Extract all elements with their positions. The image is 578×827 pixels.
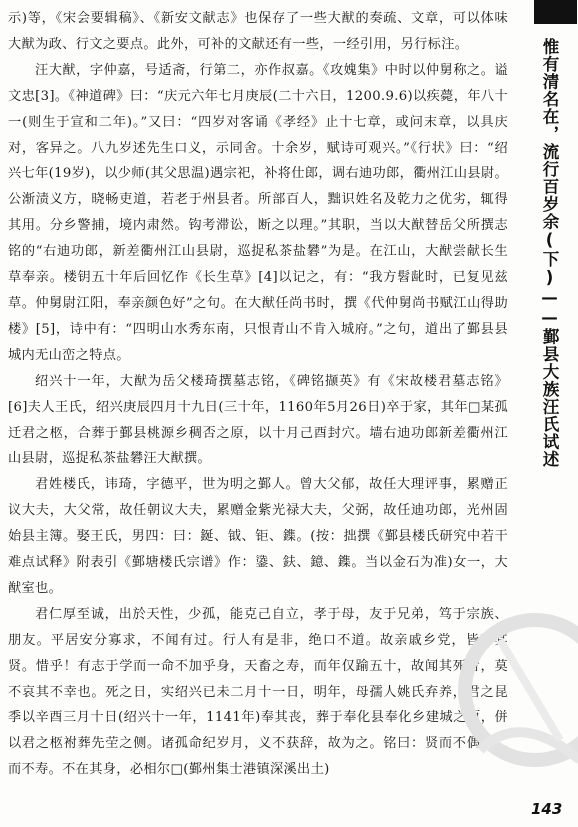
paragraph: 示)等，《宋会要辑稿》、《新安文献志》也保存了一些大猷的奏疏、文章，可以体味大猷为政、行文之要点。此外，可补的文献还有一些，一经引用，另行标注。 bbox=[8, 11, 508, 52]
header-tab-block bbox=[534, 0, 577, 24]
paragraph: 君仁厚至诚，出於天性，少孤，能克己自立，孝于母，友于兄弟，笃于宗族、朋友。平居安分寡求，不闻有过。行人有是非，绝口不道。故亲戚乡党，皆称其贤。惜乎！有志于学而一命不加乎身，天畜之寿，而年仅踰五十，故闻其死者，莫不哀其不幸也。死之日，实绍兴已未二月十一日，明年，母孺人姚氏弃养，君之昆季以辛酉三月十日(绍兴十一年，1141年)奉其丧，葬于奉化县奉化乡建城之原，併以君之柩袝葬先茔之侧。诸孤命纪岁月，义不获辞，故为之。铭曰：贤而不偶，仁而不寿。不在其身，必相尔□(鄞州集士港镇深溪出土) bbox=[8, 606, 508, 778]
running-title: 惟有清名在，流行百岁余(下)——鄞县大族汪氏试述 bbox=[540, 38, 559, 468]
running-head bbox=[528, 0, 578, 827]
paragraph: 君姓楼氏，讳琦，字德平，世为明之鄞人。曾大父郁，故任大理评事，累赠正议大夫，大父常，故任朝议大夫，累赠金紫光禄大夫，父弼，故任迪功郎，光州固始县主簿。娶王氏，男四：曰：鋋、钺、钜、鏶。(按：拙撰《鄞县楼氏研究中若干难点试释》附表引《鄞塘楼氏宗谱》作：鍌、鈇、鐿、鏶。当以金石为准)女一，大猷室也。 bbox=[8, 477, 508, 596]
body-text bbox=[8, 6, 508, 783]
page-number: 143 bbox=[531, 800, 563, 818]
paragraph: 绍兴十一年，大猷为岳父楼琦撰墓志铭，《碑铭撷英》有《宋故楼君墓志铭》[6]夫人王氏，绍兴庚辰四月十九日(三十年，1160年5月26日)卒于家，其年□某孤迁君之柩，合葬于鄞县桃源乡稠否之原，以十月己酉封穴。墙右迪功郎新差衢州江山县尉，巡捉私茶盐礬汪大猷撰。 bbox=[8, 373, 508, 467]
paragraph: 汪大猷，字仲嘉，号适斋，行第二，亦作叔嘉。《攻媿集》中时以仲舅称之。谥文忠[3]。《神道碑》曰：“庆元六年七月庚辰(二十六日，1200.9.6)以疾薨，年八十一(则生于宣和二年)。”又曰：“四岁对客诵《孝经》止十七章，或问末章，以具庆对，客异之。八九岁述先生口义，示同舍。十余岁，赋诗可观兴。”《行状》曰：“绍兴七年(19岁)，以少师(其父思温)遇宗祀，补将仕郎，调右迪功郎，衢州江山县尉。公渐渍义方，晓畅吏道，若老于州县者。所部百人，黜识姓名及乾力之优劣，辄得其用。分乡警捕，境内肃然。钩考滞讼，断之以理。”其职，当以大猷替岳父所撰志铭的“右迪功郎，新差衢州江山县尉，巡捉私茶盐礬”为是。在江山，大猷尝献长生草奉亲。楼钥五十年后回忆作《长生草》[4]以记之，有：“我方髫龀时，已复见兹草。仲舅尉江阳，奉亲颜色好”之句。在大猷任尚书时，撰《代仲舅尚书赋江山得助楼》[5]，诗中有：“四明山水秀东南，只恨青山不肯入城府。”之句，道出了鄞县县城内无山峦之特点。 bbox=[8, 62, 508, 363]
